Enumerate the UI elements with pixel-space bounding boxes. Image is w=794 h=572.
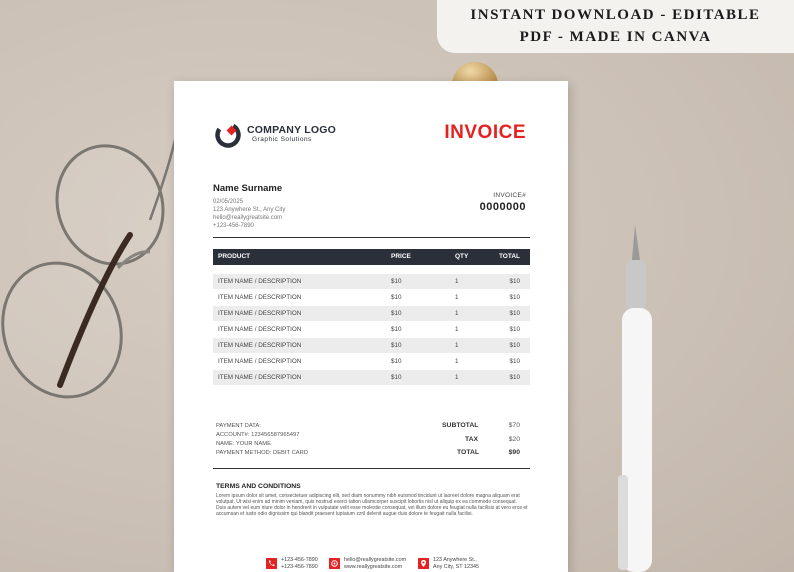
table-row [213, 322, 530, 337]
client-name: Name Surname [213, 183, 283, 194]
row-total: $10 [509, 310, 520, 317]
divider [213, 468, 530, 469]
payment-method: PAYMENT METHOD: DEBIT CARD [216, 450, 309, 456]
subtotal-label: SUBTOTAL [442, 422, 479, 429]
row-qty: 1 [455, 326, 459, 333]
divider [213, 237, 530, 238]
row-product: ITEM NAME / DESCRIPTION [218, 358, 302, 365]
footer-email: hello@reallygreatsite.com [344, 557, 407, 563]
row-product: ITEM NAME / DESCRIPTION [218, 374, 302, 381]
pen-decoration [600, 220, 680, 572]
invoice-number: 0000000 [479, 201, 526, 213]
row-total: $10 [509, 358, 520, 365]
footer-phone-1: +123-456-7890 [281, 557, 318, 563]
row-product: ITEM NAME / DESCRIPTION [218, 310, 302, 317]
terms-title: TERMS AND CONDITIONS [216, 483, 301, 490]
row-total: $10 [509, 326, 520, 333]
header-total: TOTAL [498, 253, 520, 260]
table-row [213, 274, 530, 289]
company-logo-name: COMPANY LOGO [247, 124, 336, 136]
table-row [213, 354, 530, 369]
phone-icon [266, 558, 277, 569]
row-price: $10 [391, 374, 402, 381]
table-row [213, 338, 530, 353]
row-product: ITEM NAME / DESCRIPTION [218, 342, 302, 349]
client-phone: +123-456-7890 [213, 223, 254, 229]
row-qty: 1 [455, 342, 459, 349]
row-qty: 1 [455, 374, 459, 381]
row-price: $10 [391, 342, 402, 349]
subtotal-value: $70 [508, 422, 520, 429]
footer-phone-2: +123-456-7890 [281, 564, 318, 570]
table-row [213, 306, 530, 321]
row-price: $10 [391, 278, 402, 285]
payment-account: ACCOUNT#: 123456587965497 [216, 432, 300, 438]
row-total: $10 [509, 342, 520, 349]
header-product: PRODUCT [218, 253, 251, 260]
row-total: $10 [509, 294, 520, 301]
payment-data-label: PAYMENT DATA: [216, 423, 261, 429]
table-row [213, 290, 530, 305]
logo-mark-icon [214, 121, 242, 149]
invoice-number-label: INVOICE# [493, 192, 526, 199]
invoice-date: 02/05/2025 [213, 199, 244, 205]
row-price: $10 [391, 326, 402, 333]
header-price: PRICE [391, 253, 411, 260]
invoice-title: INVOICE [444, 122, 526, 143]
tax-value: $20 [508, 436, 520, 443]
row-qty: 1 [455, 278, 459, 285]
invoice-document [174, 81, 568, 572]
table-row [213, 370, 530, 385]
company-logo-tagline: Graphic Solutions [252, 136, 312, 143]
tax-label: TAX [465, 436, 479, 443]
promo-banner [437, 0, 794, 53]
header-qty: QTY [455, 253, 469, 260]
total-label: TOTAL [457, 449, 480, 456]
row-product: ITEM NAME / DESCRIPTION [218, 278, 302, 285]
banner-line-2: PDF - MADE IN CANVA [519, 29, 712, 45]
email-icon [329, 558, 340, 569]
row-total: $10 [509, 278, 520, 285]
row-price: $10 [391, 358, 402, 365]
row-qty: 1 [455, 358, 459, 365]
row-product: ITEM NAME / DESCRIPTION [218, 326, 302, 333]
location-pin-icon [418, 558, 429, 569]
row-product: ITEM NAME / DESCRIPTION [218, 294, 302, 301]
total-value: $90 [508, 449, 520, 456]
client-address: 123 Anywhere St., Any City [213, 207, 286, 213]
footer-address-2: Any City, ST 12345 [433, 564, 479, 570]
footer-website: www.reallygreatsite.com [344, 564, 403, 570]
banner-line-1: INSTANT DOWNLOAD - EDITABLE [470, 7, 761, 23]
row-qty: 1 [455, 294, 459, 301]
payment-name: NAME: YOUR NAME [216, 441, 271, 447]
eyeglasses-decoration [0, 130, 180, 420]
terms-body: Lorem ipsum dolor sit amet, consectetuer adipiscing elit, sed diam nonummy nibh euismod tincidunt ut laoreet dolore magna aliquam erat volutpat. Ut wisi enim ad minim veniam, quis nostrud exerci tation ullamcorper suscipit lobortis nisl ut aliquip ex ea commodo consequat. Duis autem vel eum iriure dolor in hendrerit in vulputate velit esse molestie consequat, vel illum dolore eu feugiat nulla facilisis at vero eros et accumsan et iusto odio dignissim qui blandit praesent luptatum zzril delenit augue duis dolore te feugait nulla facilisi. [216, 493, 528, 517]
row-price: $10 [391, 310, 402, 317]
footer-address-1: 123 Anywhere St., [433, 557, 477, 563]
table-header [213, 249, 530, 265]
row-price: $10 [391, 294, 402, 301]
row-total: $10 [509, 374, 520, 381]
client-email: hello@reallygreatsite.com [213, 215, 283, 221]
row-qty: 1 [455, 310, 459, 317]
